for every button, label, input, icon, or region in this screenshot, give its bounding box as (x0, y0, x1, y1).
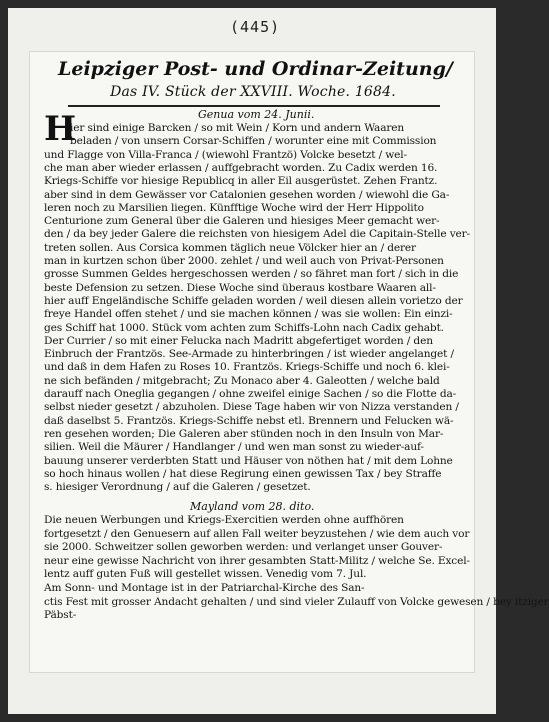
dateline-mayland: Mayland vom 28. dito. (190, 500, 315, 513)
text-line: und Flagge von Villa-Franca / (wiewohl Frantzö) Volcke besetzt / wel- (44, 148, 407, 161)
text-line: ctis Fest mit grosser Andacht gehalten / und sind vieler Zulauff von Volcke gewesen / bey itziger (44, 595, 549, 608)
text-line: silien. Weil die Mäurer / Handlanger / und wen man sonst zu wieder-auf- (44, 441, 424, 454)
text-line: Am Sonn- und Montage ist in der Patriarchal-Kirche des San- (44, 582, 365, 594)
text-line: treten sollen. Aus Corsica kommen täglich neue Völcker hier an / derer (44, 241, 416, 254)
text-line: neur eine gewisse Nachricht von ihrer gesambten Statt-Militz / welche Se. Excel- (44, 554, 470, 567)
handwritten-page-number: (445) (230, 18, 281, 36)
text-line: sie 2000. Schweitzer sollen geworben werden: und verlanget unser Gouver- (44, 541, 443, 554)
text-line: leren noch zu Marsilien liegen. Künfftige Woche wird der Herr Hippolito (44, 201, 424, 214)
text-line: freye Handel offen stehet / und sie machen können / was sie wollen: Ein einzi- (44, 308, 453, 321)
text-line: daß daselbst 5. Frantzös. Kriegs-Schiffe nebst etl. Brennern und Felucken wä- (44, 414, 454, 427)
text-line: selbst nieder gesetzt / abzuholen. Diese Tage haben wir von Nizza verstanden / (44, 401, 459, 414)
text-line: beladen / von unsern Corsar-Schiffen / worunter eine mit Commission (70, 135, 437, 148)
text-line: ges Schiff hat 1000. Stück vom achten zum Schiffs-Lohn nach Cadix gehabt. (44, 321, 444, 334)
text-line: man in kurtzen schon über 2000. zehlet / und weil auch von Privat-Personen (44, 255, 444, 267)
text-line: darauff nach Oneglia gegangen / ohne zweifel einige Sachen / so die Flotte da- (44, 388, 457, 400)
text-line: Centurione zum General über die Galeren und hiesiges Meer gemacht wer- (44, 215, 440, 228)
text-line: Päbst- (44, 609, 77, 622)
text-line: hier auff Engeländische Schiffe geladen worden / weil diesen allein vorietzo der (44, 294, 463, 307)
scan-frame (8, 8, 549, 714)
text-line: grosse Summen Geldes hergeschossen werden / so fähret man fort / sich in die (44, 268, 459, 281)
issue-line: Das IV. Stück der XXVIII. Woche. 1684. (110, 84, 396, 100)
text-line: so hoch hinaus wollen / hat diese Regirung einen gewissen Tax / bey Straffe (44, 467, 442, 480)
text-line: bauung unserer verderbten Statt und Häuser von nöthen hat / mit dem Lohne (44, 454, 453, 467)
text-line: fortgesetzt / den Genuesern auf allen Fall weiter beyzustehen / wie dem auch vor (44, 527, 470, 540)
text-line: Kriegs-Schiffe vor hiesige Republicq in aller Eil ausgerüstet. Zehen Frantz. (44, 175, 438, 188)
drop-cap: H (44, 109, 77, 149)
masthead-rule (68, 105, 440, 107)
text-line: ren gesehen worden; Die Galeren aber stünden noch in den Insuln von Mar- (44, 427, 444, 440)
text-line: aber sind in dem Gewässer vor Catalonien gesehen worden / wiewohl die Ga- (44, 188, 450, 201)
text-line: s. hiesiger Verordnung / auf die Galeren / gesetzet. (44, 481, 311, 494)
text-line: beste Defension zu setzen. Diese Woche sind überaus kostbare Waaren all- (44, 281, 436, 294)
masthead-title: Leipziger Post- und Ordinar-Zeitung/ (58, 58, 453, 80)
text-line: Die neuen Werbungen und Kriegs-Exercitien werden ohne auffhören (44, 514, 404, 526)
text-line: Der Currier / so mit einer Felucka nach Madritt abgefertiget worden / den (44, 334, 433, 347)
text-line: lentz auff guten Fuß will gestellet wissen. Venedig vom 7. Jul. (44, 568, 367, 581)
text-line: che man aber wieder erlassen / auffgebracht worden. Zu Cadix werden 16. (44, 161, 438, 174)
text-line: den / da bey jeder Galere die reichsten von hiesigem Adel die Capitain-Stelle ver- (44, 228, 470, 241)
text-line: ier sind einige Barcken / so mit Wein / Korn und andern Waaren (70, 122, 405, 134)
dateline-genua: Genua vom 24. Junii. (198, 108, 315, 121)
text-line: ne sich befänden / mitgebracht; Zu Monaco aber 4. Galeotten / welche bald (44, 374, 440, 387)
newspaper-page (30, 52, 549, 672)
text-line: Einbruch der Frantzös. See-Armade zu hinterbringen / ist wieder angelanget / (44, 348, 454, 361)
text-line: und daß in dem Hafen zu Roses 10. Frantzös. Kriegs-Schiffe und noch 6. klei- (44, 361, 450, 374)
